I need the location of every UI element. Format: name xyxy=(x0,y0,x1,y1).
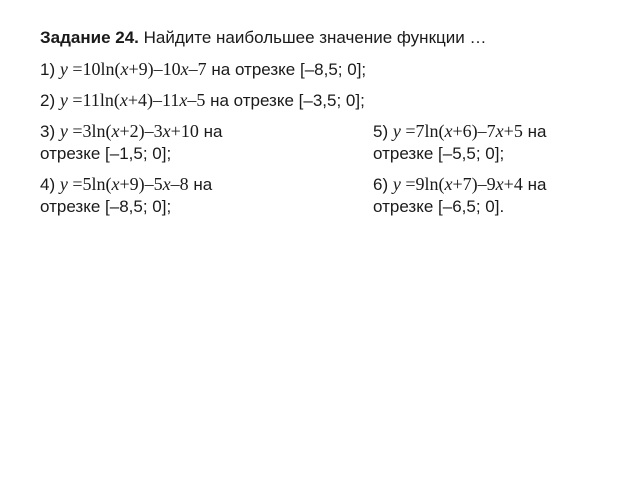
task-4-var-x: x xyxy=(111,174,120,194)
task-6-var-x: x xyxy=(495,174,504,194)
task-3-var-x: x xyxy=(162,121,171,141)
task-2-interval: [–3,5; 0]; xyxy=(298,91,365,110)
task-4 xyxy=(40,173,212,218)
assignment-instruction: Найдите наибольшее значение функции … xyxy=(143,28,487,47)
task-4-formula-part: =5ln( xyxy=(67,174,112,194)
task-4-formula-part: –8 xyxy=(170,174,189,194)
task-6-formula-part: +4 xyxy=(503,174,523,194)
task-5-formula-part: +6)–7 xyxy=(452,121,496,141)
task-1-formula xyxy=(60,59,207,79)
task-4-line-1 xyxy=(40,173,212,196)
task-4-number: 4) xyxy=(40,175,56,194)
task-1-interval: [–8,5; 0]; xyxy=(300,60,367,79)
task-5-line-2 xyxy=(373,143,546,165)
task-5-formula-part: =7ln( xyxy=(400,121,445,141)
task-3-formula-part: +10 xyxy=(170,121,199,141)
task-2-segment-word: на отрезке xyxy=(210,91,294,110)
task-6-var-x: x xyxy=(444,174,453,194)
task-2-formula-part: =11ln( xyxy=(67,90,120,110)
task-3-formula xyxy=(60,121,199,141)
task-6-interval: [–6,5; 0]. xyxy=(438,197,505,216)
task-4-line-2 xyxy=(40,196,212,218)
task-6-var-y: y xyxy=(392,174,401,194)
task-4-formula xyxy=(60,174,189,194)
task-3-number: 3) xyxy=(40,122,56,141)
task-2-formula-part: –5 xyxy=(187,90,206,110)
task-3-var-y: y xyxy=(59,121,68,141)
task-4-segment-word: на xyxy=(193,175,213,194)
task-6-number: 6) xyxy=(373,175,389,194)
task-6-formula xyxy=(393,174,523,194)
task-4-var-y: y xyxy=(59,174,68,194)
task-5-var-x: x xyxy=(444,121,453,141)
task-2-formula xyxy=(60,90,205,110)
task-2-number: 2) xyxy=(40,91,56,110)
task-5-number: 5) xyxy=(373,122,389,141)
task-6-segment-word: на xyxy=(527,175,547,194)
task-1 xyxy=(40,58,366,81)
task-2 xyxy=(40,89,365,112)
task-6-line-2 xyxy=(373,196,546,218)
task-5-segment-word: отрезке xyxy=(373,144,434,163)
task-3-interval: [–1,5; 0]; xyxy=(105,144,172,163)
task-1-var-y: y xyxy=(59,59,68,79)
task-3-segment-word: отрезке xyxy=(40,144,101,163)
task-6-formula-part: =9ln( xyxy=(400,174,445,194)
task-3-segment-word: на xyxy=(203,122,223,141)
task-6 xyxy=(373,173,546,218)
task-2-formula-part: +4)–11 xyxy=(127,90,180,110)
task-3-line-1 xyxy=(40,120,222,143)
task-1-number: 1) xyxy=(40,60,56,79)
task-1-segment-word: на отрезке xyxy=(211,60,296,79)
task-5-formula-part: +5 xyxy=(503,121,523,141)
task-4-segment-word: отрезке xyxy=(40,197,101,216)
assignment-number: Задание 24. xyxy=(40,28,139,47)
task-4-interval: [–8,5; 0]; xyxy=(105,197,172,216)
task-5-formula xyxy=(393,121,523,141)
task-2-var-x: x xyxy=(119,90,128,110)
task-5-segment-word: на xyxy=(527,122,547,141)
task-6-formula-part: +7)–9 xyxy=(452,174,496,194)
task-4-formula-part: +9)–5 xyxy=(119,174,163,194)
assignment-title xyxy=(40,27,486,49)
task-4-var-x: x xyxy=(162,174,171,194)
task-5-var-x: x xyxy=(495,121,504,141)
task-5 xyxy=(373,120,546,165)
task-1-formula-part: =10ln( xyxy=(67,59,121,79)
task-5-var-y: y xyxy=(392,121,401,141)
task-3-var-x: x xyxy=(111,121,120,141)
task-2-var-y: y xyxy=(59,90,68,110)
task-2-var-x: x xyxy=(179,90,188,110)
task-1-formula-part: –7 xyxy=(188,59,207,79)
task-3-formula-part: =3ln( xyxy=(67,121,112,141)
task-5-interval: [–5,5; 0]; xyxy=(438,144,505,163)
task-1-var-x: x xyxy=(120,59,129,79)
task-1-var-x: x xyxy=(180,59,189,79)
task-3-formula-part: +2)–3 xyxy=(119,121,163,141)
task-6-line-1 xyxy=(373,173,546,196)
task-1-formula-part: +9)–10 xyxy=(128,59,181,79)
task-6-segment-word: отрезке xyxy=(373,197,434,216)
task-3-line-2 xyxy=(40,143,222,165)
task-5-line-1 xyxy=(373,120,546,143)
task-3 xyxy=(40,120,222,165)
